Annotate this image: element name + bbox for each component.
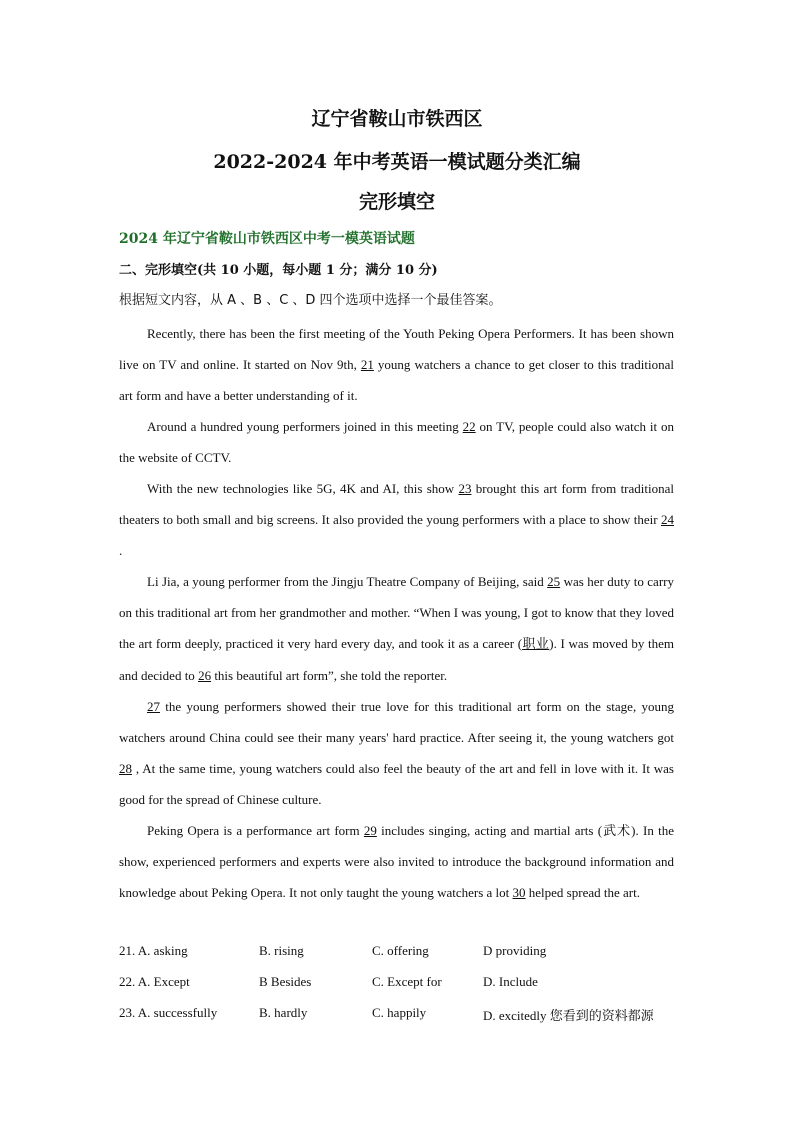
blank-25: 25 bbox=[547, 574, 561, 589]
option-23-b: B. hardly bbox=[259, 1005, 308, 1020]
question-21-options bbox=[119, 943, 679, 974]
question-22-options bbox=[119, 974, 679, 1005]
paragraph-1: Recently, there has been the first meeting of the Youth Peking Opera Performers. It has been shown live on TV and online. It started on Nov 9th, 21 young watchers a chance to get closer to this traditional art form and have a better understanding of it. bbox=[119, 326, 674, 403]
document-title-region: 辽宁省鞍山市铁西区 bbox=[311, 108, 483, 130]
option-22-d: D. Include bbox=[483, 974, 538, 989]
exam-title: 2024 年辽宁省鞍山市铁西区中考一模英语试题 bbox=[119, 231, 415, 247]
paragraph-5: 27 the young performers showed their true love for this traditional art form on the stage, young watchers around China could see their many years' hard practice. After seeing it, the young watchers got 28 , At the same time, young watchers could also feel the beauty of the art and fell in love with it. It was good for the spread of Chinese culture. bbox=[119, 699, 674, 807]
section-heading: 二、完形填空(共 10 小题，每小题 1 分；满分 10 分) bbox=[119, 263, 438, 278]
option-23-a: 23. A. successfully bbox=[119, 1005, 218, 1020]
option-23-c: C. happily bbox=[372, 1005, 427, 1020]
option-23-d: D. excitedly 您看到的资料都源 bbox=[483, 1008, 654, 1023]
question-23-options bbox=[119, 1005, 679, 1036]
instruction-text: 根据短文内容，从 A 、B 、C 、D 四个选项中选择一个最佳答案。 bbox=[119, 293, 502, 308]
cloze-passage bbox=[119, 318, 674, 908]
paragraph-3: With the new technologies like 5G, 4K and AI, this show 23 brought this art form from traditional theaters to both small and big screens. It also provided the young performers with a place to show their 24 . bbox=[119, 481, 674, 558]
blank-29: 29 bbox=[363, 823, 377, 838]
blank-26: 26 bbox=[198, 668, 212, 683]
blank-23: 23 bbox=[458, 481, 472, 496]
option-21-d: D providing bbox=[483, 943, 547, 958]
option-22-c: C. Except for bbox=[372, 974, 442, 989]
document-title-topic: 完形填空 bbox=[358, 191, 435, 213]
blank-30: 30 bbox=[512, 885, 526, 900]
answer-options bbox=[119, 943, 679, 1036]
gloss-career: 职业 bbox=[522, 637, 550, 652]
blank-21: 21 bbox=[360, 357, 374, 372]
document-title-range: 2022-2024 年中考英语一模试题分类汇编 bbox=[213, 151, 581, 173]
option-21-c: C. offering bbox=[372, 943, 429, 958]
paragraph-2: Around a hundred young performers joined in this meeting 22 on TV, people could also watch it on the website of CCTV. bbox=[119, 419, 674, 465]
option-21-a: 21. A. asking bbox=[119, 943, 188, 958]
blank-28: 28 bbox=[119, 761, 132, 776]
paragraph-6: Peking Opera is a performance art form 29 includes singing, acting and martial arts (武术). In the show, experienced performers and experts were also invited to introduce the background information and knowledge about Peking Opera. It not only taught the young watchers a lot 30 helped spread the art. bbox=[119, 823, 674, 900]
option-22-a: 22. A. Except bbox=[119, 974, 190, 989]
blank-24: 24 bbox=[661, 512, 674, 527]
option-22-b: B Besides bbox=[259, 974, 312, 989]
paragraph-4: Li Jia, a young performer from the Jingju Theatre Company of Beijing, said 25 was her duty to carry on this traditional art from her grandmother and mother. “When I was young, I got to know that they loved the art form deeply, practiced it very hard every day, and took it as a career (职业). I was moved by them and decided to 26 this beautiful art form”, she told the reporter. bbox=[119, 574, 674, 683]
blank-27: 27 bbox=[147, 699, 160, 714]
blank-22: 22 bbox=[462, 419, 476, 434]
option-21-b: B. rising bbox=[259, 943, 304, 958]
